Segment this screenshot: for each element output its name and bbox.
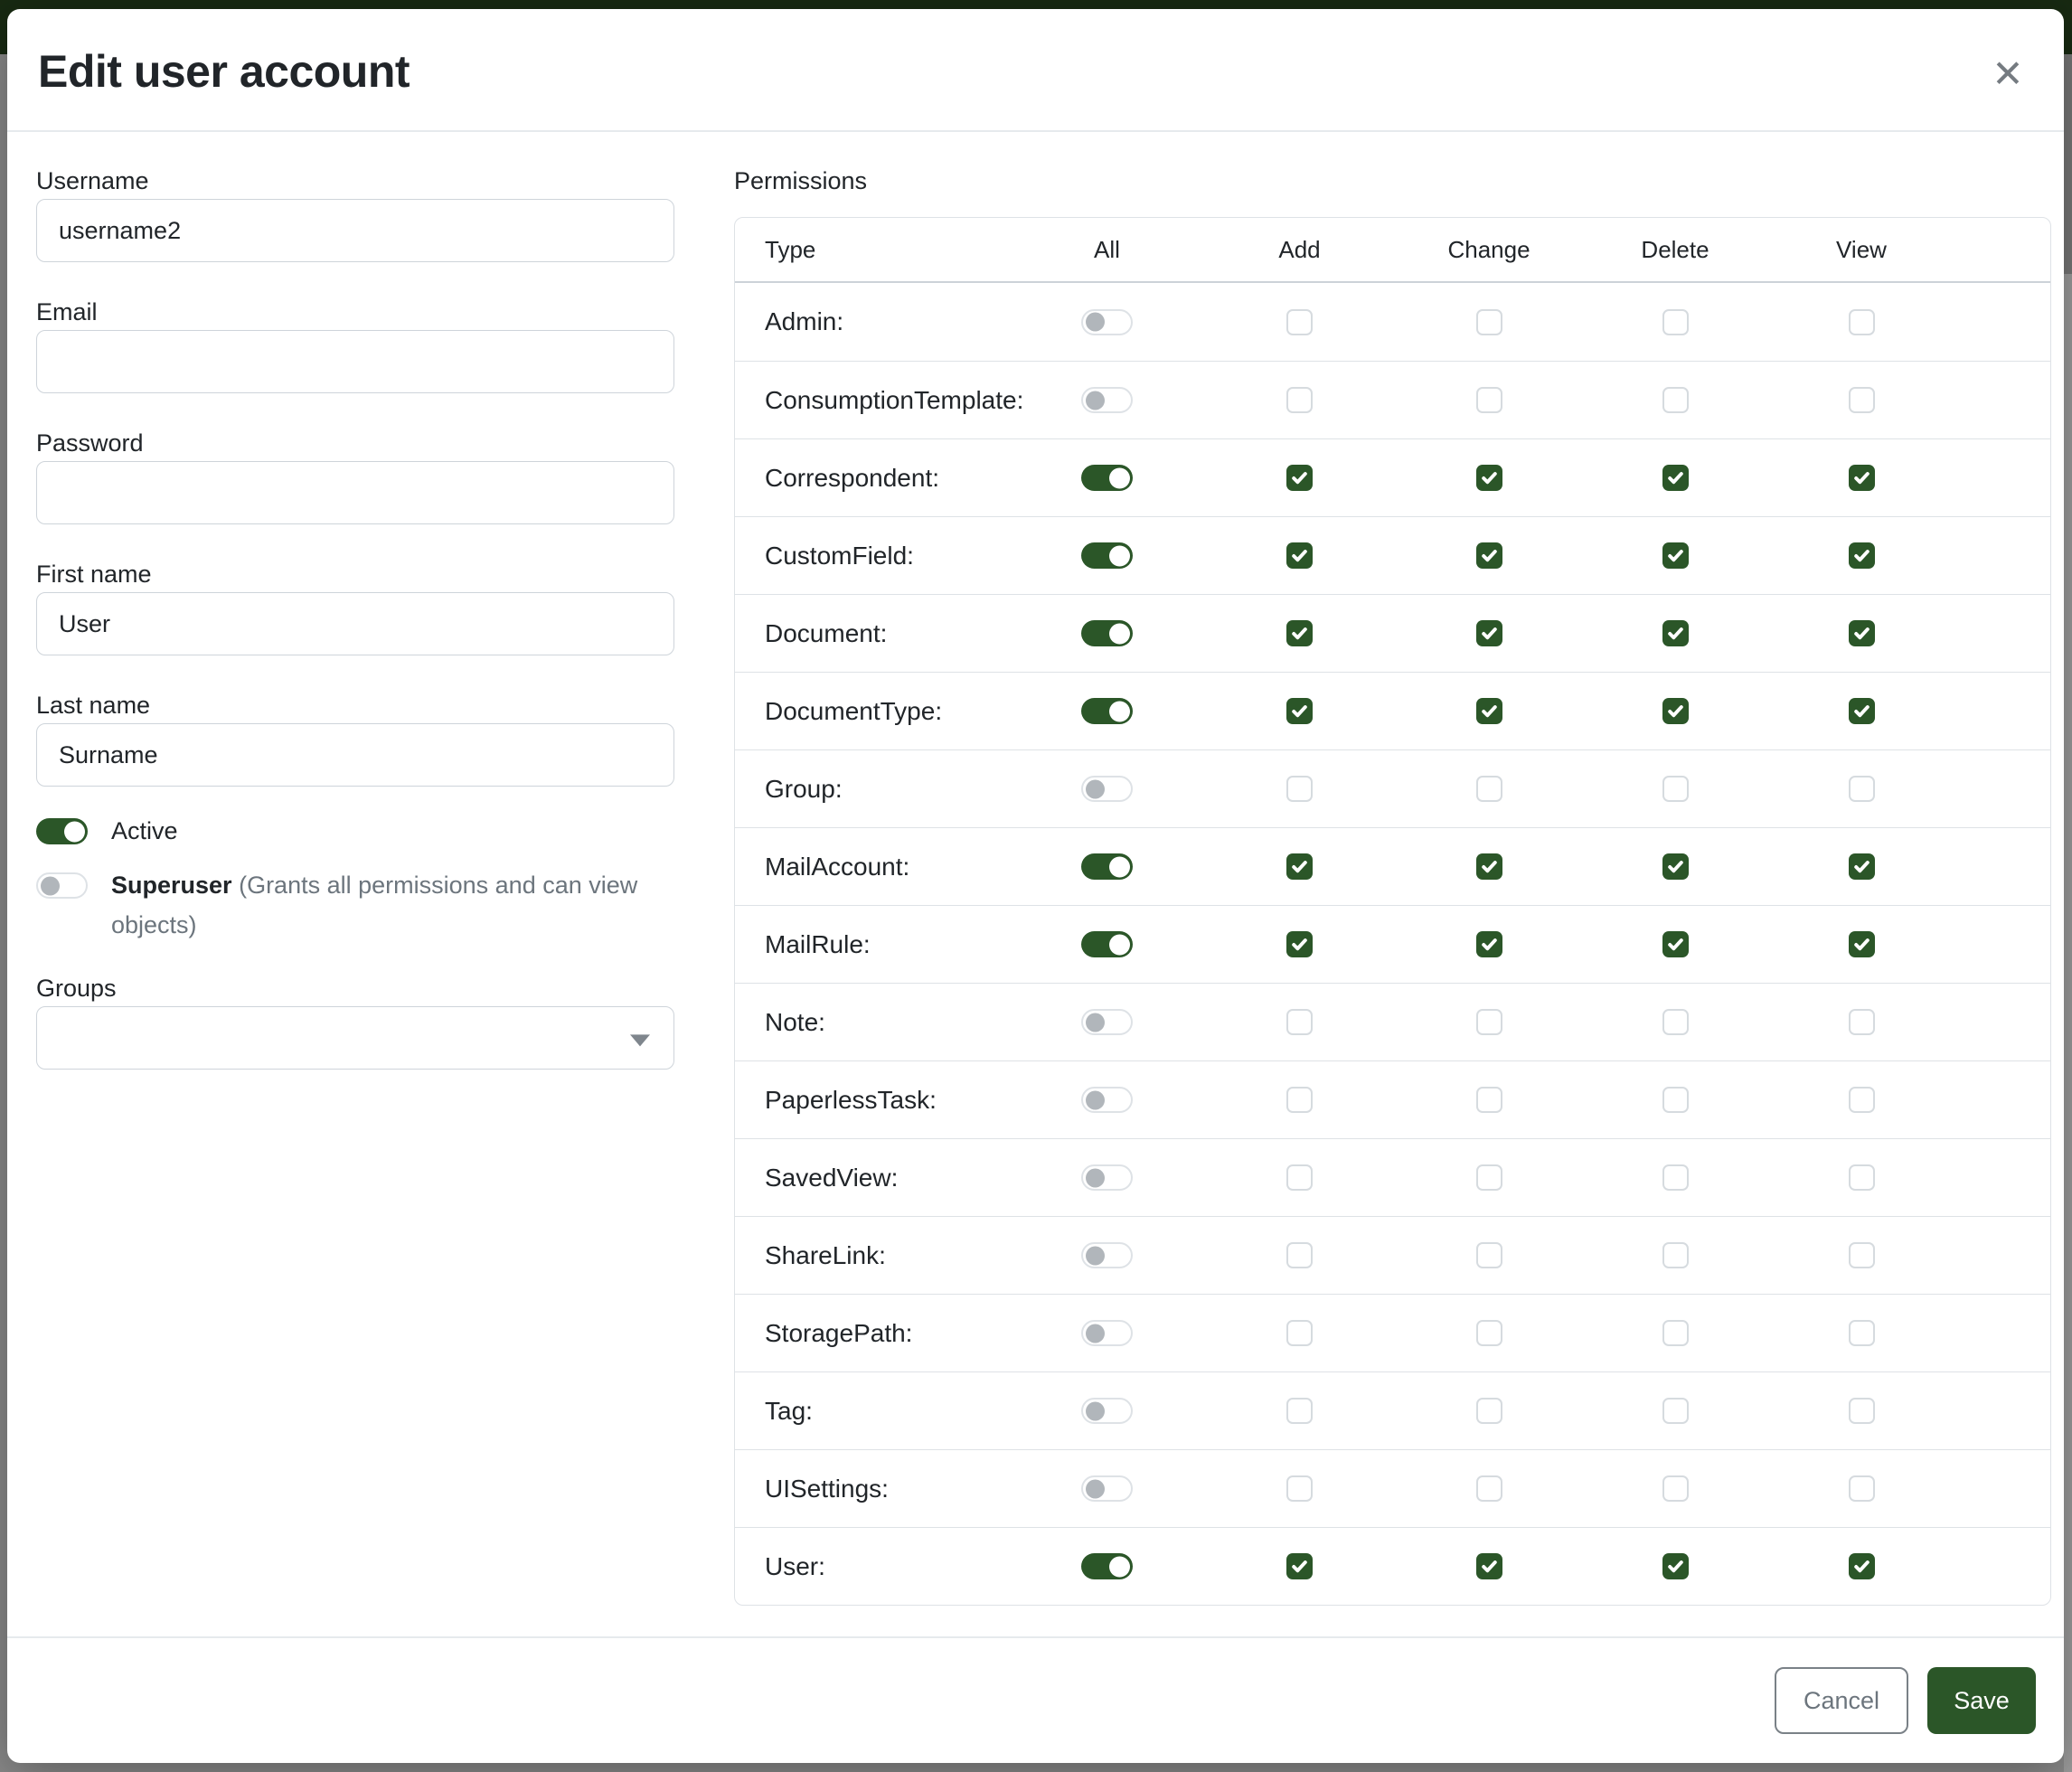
modal-title: Edit user account xyxy=(38,46,410,97)
permission-change-checkbox[interactable] xyxy=(1476,1009,1502,1035)
active-label: Active xyxy=(111,817,178,844)
groups-label: Groups xyxy=(36,975,117,1002)
user-form xyxy=(36,132,690,1636)
active-toggle[interactable] xyxy=(36,818,88,844)
permission-row xyxy=(735,1294,2050,1371)
check-icon xyxy=(1290,857,1309,876)
check-icon xyxy=(1480,935,1499,954)
chevron-down-icon xyxy=(630,1034,650,1046)
groups-select[interactable] xyxy=(36,1006,674,1070)
permission-change-checkbox[interactable] xyxy=(1476,931,1502,957)
check-icon xyxy=(1666,546,1685,565)
permission-view-checkbox[interactable] xyxy=(1849,1087,1875,1113)
permission-change-checkbox[interactable] xyxy=(1476,1398,1502,1424)
username-group xyxy=(36,165,690,262)
toggle-knob xyxy=(1086,1246,1105,1265)
permission-add-checkbox[interactable] xyxy=(1286,309,1313,335)
check-icon xyxy=(1480,1557,1499,1576)
permission-all-toggle[interactable] xyxy=(1081,309,1133,335)
permissions-table xyxy=(734,217,2051,1606)
last-name-field[interactable] xyxy=(36,723,674,787)
permission-delete-checkbox[interactable] xyxy=(1662,1475,1689,1502)
permission-delete-checkbox[interactable] xyxy=(1662,309,1689,335)
permission-add-checkbox[interactable] xyxy=(1286,1242,1313,1268)
check-icon xyxy=(1290,1557,1309,1576)
permission-delete-checkbox[interactable] xyxy=(1662,698,1689,724)
permission-delete-checkbox[interactable] xyxy=(1662,931,1689,957)
permission-view-checkbox[interactable] xyxy=(1849,1242,1875,1268)
permission-type-label: SavedView: xyxy=(765,1163,899,1192)
toggle-knob xyxy=(41,876,60,895)
check-icon xyxy=(1290,935,1309,954)
permission-add-checkbox[interactable] xyxy=(1286,542,1313,569)
toggle-knob xyxy=(1086,313,1105,332)
permission-row xyxy=(735,1060,2050,1138)
permission-add-checkbox[interactable] xyxy=(1286,931,1313,957)
permission-add-checkbox[interactable] xyxy=(1286,1009,1313,1035)
permission-all-toggle[interactable] xyxy=(1081,1164,1133,1191)
permission-all-toggle[interactable] xyxy=(1081,1475,1133,1502)
permission-type-label: User: xyxy=(765,1551,825,1580)
permission-all-toggle[interactable] xyxy=(1081,1009,1133,1035)
check-icon xyxy=(1852,468,1871,487)
permission-change-checkbox[interactable] xyxy=(1476,465,1502,491)
superuser-hint: (Grants all permissions and can view objects) xyxy=(111,872,638,938)
permission-change-checkbox[interactable] xyxy=(1476,387,1502,413)
permission-view-checkbox[interactable] xyxy=(1849,698,1875,724)
superuser-label: Superuser xyxy=(111,872,232,899)
permission-all-toggle[interactable] xyxy=(1081,853,1133,880)
check-icon xyxy=(1290,546,1309,565)
permission-add-checkbox[interactable] xyxy=(1286,387,1313,413)
permission-type-label: MailAccount: xyxy=(765,852,910,881)
permission-type-label: Group: xyxy=(765,774,843,803)
permission-all-toggle[interactable] xyxy=(1081,931,1133,957)
permission-type-label: Correspondent: xyxy=(765,463,940,492)
permission-delete-checkbox[interactable] xyxy=(1662,1009,1689,1035)
permission-type-label: DocumentType: xyxy=(765,696,943,725)
superuser-row xyxy=(36,865,690,945)
permission-delete-checkbox[interactable] xyxy=(1662,387,1689,413)
email-group xyxy=(36,296,690,393)
permission-row xyxy=(735,1371,2050,1449)
permission-delete-checkbox[interactable] xyxy=(1662,620,1689,646)
column-header-change: Change xyxy=(1447,235,1530,263)
permissions-panel xyxy=(734,132,2051,1636)
permission-type-label: CustomField: xyxy=(765,541,914,570)
permission-change-checkbox[interactable] xyxy=(1476,698,1502,724)
permission-all-toggle[interactable] xyxy=(1081,776,1133,802)
permission-delete-checkbox[interactable] xyxy=(1662,1553,1689,1579)
check-icon xyxy=(1480,857,1499,876)
permission-all-toggle[interactable] xyxy=(1081,1398,1133,1424)
permission-row xyxy=(735,1449,2050,1527)
toggle-knob xyxy=(1109,934,1130,955)
column-header-type: Type xyxy=(765,235,816,263)
permission-change-checkbox[interactable] xyxy=(1476,1087,1502,1113)
permission-add-checkbox[interactable] xyxy=(1286,1475,1313,1502)
groups-group xyxy=(36,972,690,1070)
toggle-knob xyxy=(1086,1090,1105,1109)
permission-view-checkbox[interactable] xyxy=(1849,1164,1875,1191)
password-label: Password xyxy=(36,429,144,457)
permission-add-checkbox[interactable] xyxy=(1286,620,1313,646)
column-header-add: Add xyxy=(1278,235,1321,263)
check-icon xyxy=(1852,702,1871,721)
permission-type-label: Document: xyxy=(765,618,888,647)
permission-all-toggle[interactable] xyxy=(1081,387,1133,413)
permission-view-checkbox[interactable] xyxy=(1849,309,1875,335)
permission-change-checkbox[interactable] xyxy=(1476,1320,1502,1346)
toggle-knob xyxy=(1086,1401,1105,1420)
permission-view-checkbox[interactable] xyxy=(1849,1320,1875,1346)
permission-type-label: MailRule: xyxy=(765,929,871,958)
permission-add-checkbox[interactable] xyxy=(1286,698,1313,724)
permission-change-checkbox[interactable] xyxy=(1476,1475,1502,1502)
toggle-knob xyxy=(1109,1556,1130,1577)
check-icon xyxy=(1480,468,1499,487)
permission-row xyxy=(735,438,2050,516)
check-icon xyxy=(1666,468,1685,487)
permission-type-label: ShareLink: xyxy=(765,1240,886,1269)
column-header-view: View xyxy=(1836,235,1887,263)
permission-delete-checkbox[interactable] xyxy=(1662,465,1689,491)
permission-row xyxy=(735,827,2050,905)
password-field[interactable] xyxy=(36,461,674,524)
permissions-table-body xyxy=(735,283,2050,1605)
permission-view-checkbox[interactable] xyxy=(1849,1398,1875,1424)
active-row xyxy=(36,817,690,845)
check-icon xyxy=(1852,1557,1871,1576)
permission-all-toggle[interactable] xyxy=(1081,698,1133,724)
password-group xyxy=(36,427,690,524)
permission-change-checkbox[interactable] xyxy=(1476,542,1502,569)
email-label: Email xyxy=(36,298,98,325)
first-name-label: First name xyxy=(36,561,152,588)
permission-row xyxy=(735,283,2050,361)
permission-view-checkbox[interactable] xyxy=(1849,465,1875,491)
permission-add-checkbox[interactable] xyxy=(1286,853,1313,880)
permission-add-checkbox[interactable] xyxy=(1286,1553,1313,1579)
check-icon xyxy=(1852,546,1871,565)
permissions-label: Permissions xyxy=(734,167,868,194)
edit-user-modal xyxy=(7,9,2064,1763)
close-button[interactable] xyxy=(1983,49,2033,99)
permission-delete-checkbox[interactable] xyxy=(1662,1242,1689,1268)
permission-delete-checkbox[interactable] xyxy=(1662,1398,1689,1424)
permission-change-checkbox[interactable] xyxy=(1476,853,1502,880)
permission-delete-checkbox[interactable] xyxy=(1662,1087,1689,1113)
permission-all-toggle[interactable] xyxy=(1081,1553,1133,1579)
email-field[interactable] xyxy=(36,330,674,393)
toggle-knob xyxy=(1109,623,1130,644)
toggle-knob xyxy=(1086,1168,1105,1187)
check-icon xyxy=(1290,702,1309,721)
check-icon xyxy=(1480,546,1499,565)
permission-view-checkbox[interactable] xyxy=(1849,620,1875,646)
toggle-knob xyxy=(1086,779,1105,798)
permission-view-checkbox[interactable] xyxy=(1849,853,1875,880)
permission-all-toggle[interactable] xyxy=(1081,620,1133,646)
check-icon xyxy=(1666,857,1685,876)
permission-view-checkbox[interactable] xyxy=(1849,931,1875,957)
permission-add-checkbox[interactable] xyxy=(1286,776,1313,802)
permission-all-toggle[interactable] xyxy=(1081,1242,1133,1268)
check-icon xyxy=(1666,935,1685,954)
permission-row xyxy=(735,1527,2050,1605)
check-icon xyxy=(1290,624,1309,643)
permission-change-checkbox[interactable] xyxy=(1476,309,1502,335)
column-header-delete: Delete xyxy=(1641,235,1709,263)
permission-row xyxy=(735,516,2050,594)
permission-view-checkbox[interactable] xyxy=(1849,776,1875,802)
toggle-knob xyxy=(1086,1013,1105,1032)
save-button[interactable]: Save xyxy=(1927,1667,2036,1734)
check-icon xyxy=(1480,624,1499,643)
permission-add-checkbox[interactable] xyxy=(1286,1087,1313,1113)
permission-type-label: ConsumptionTemplate: xyxy=(765,385,1024,414)
toggle-knob xyxy=(1086,1479,1105,1498)
permission-type-label: Tag: xyxy=(765,1396,813,1425)
username-label: Username xyxy=(36,167,149,194)
permission-row xyxy=(735,1216,2050,1294)
permission-all-toggle[interactable] xyxy=(1081,1087,1133,1113)
check-icon xyxy=(1852,935,1871,954)
permission-change-checkbox[interactable] xyxy=(1476,1242,1502,1268)
check-icon xyxy=(1666,1557,1685,1576)
scrollbar-thumb[interactable] xyxy=(2064,54,2072,274)
toggle-knob xyxy=(64,821,85,842)
permission-delete-checkbox[interactable] xyxy=(1662,1320,1689,1346)
permission-delete-checkbox[interactable] xyxy=(1662,853,1689,880)
check-icon xyxy=(1666,624,1685,643)
superuser-text xyxy=(111,865,690,945)
permissions-header xyxy=(735,218,2050,283)
permission-add-checkbox[interactable] xyxy=(1286,1164,1313,1191)
last-name-label: Last name xyxy=(36,692,151,719)
permission-delete-checkbox[interactable] xyxy=(1662,542,1689,569)
first-name-field[interactable] xyxy=(36,592,674,655)
username-field[interactable] xyxy=(36,199,674,262)
check-icon xyxy=(1666,702,1685,721)
permission-type-label: UISettings: xyxy=(765,1474,889,1503)
permission-view-checkbox[interactable] xyxy=(1849,1553,1875,1579)
permission-type-label: StoragePath: xyxy=(765,1318,913,1347)
permission-delete-checkbox[interactable] xyxy=(1662,1164,1689,1191)
check-icon xyxy=(1480,702,1499,721)
check-icon xyxy=(1290,468,1309,487)
permission-view-checkbox[interactable] xyxy=(1849,542,1875,569)
modal-body xyxy=(7,132,2064,1636)
modal-header xyxy=(7,9,2064,132)
permission-type-label: Admin: xyxy=(765,307,844,335)
toggle-knob xyxy=(1086,391,1105,410)
permission-type-label: Note: xyxy=(765,1007,825,1036)
permission-change-checkbox[interactable] xyxy=(1476,1164,1502,1191)
first-name-group xyxy=(36,558,690,655)
permission-all-toggle[interactable] xyxy=(1081,1320,1133,1346)
permission-row xyxy=(735,983,2050,1060)
permission-change-checkbox[interactable] xyxy=(1476,1553,1502,1579)
check-icon xyxy=(1852,857,1871,876)
permission-change-checkbox[interactable] xyxy=(1476,776,1502,802)
toggle-knob xyxy=(1086,1324,1105,1343)
permission-all-toggle[interactable] xyxy=(1081,542,1133,569)
permission-row xyxy=(735,594,2050,672)
permission-delete-checkbox[interactable] xyxy=(1662,776,1689,802)
permission-view-checkbox[interactable] xyxy=(1849,387,1875,413)
close-icon: ✕ xyxy=(1992,52,2024,96)
permission-view-checkbox[interactable] xyxy=(1849,1475,1875,1502)
last-name-group xyxy=(36,689,690,787)
permission-add-checkbox[interactable] xyxy=(1286,1320,1313,1346)
modal-footer xyxy=(7,1636,2064,1763)
permission-add-checkbox[interactable] xyxy=(1286,1398,1313,1424)
permission-view-checkbox[interactable] xyxy=(1849,1009,1875,1035)
page-scrollbar[interactable] xyxy=(2064,54,2072,1772)
toggle-knob xyxy=(1109,701,1130,721)
permission-type-label: PaperlessTask: xyxy=(765,1085,937,1114)
permission-add-checkbox[interactable] xyxy=(1286,465,1313,491)
column-header-all: All xyxy=(1094,235,1120,263)
superuser-toggle[interactable] xyxy=(36,872,88,899)
permission-row xyxy=(735,905,2050,983)
cancel-button[interactable]: Cancel xyxy=(1775,1667,1908,1734)
permission-row xyxy=(735,361,2050,438)
permission-row xyxy=(735,1138,2050,1216)
permission-row xyxy=(735,749,2050,827)
permission-all-toggle[interactable] xyxy=(1081,465,1133,491)
toggle-knob xyxy=(1109,467,1130,488)
permission-change-checkbox[interactable] xyxy=(1476,620,1502,646)
toggle-knob xyxy=(1109,545,1130,566)
check-icon xyxy=(1852,624,1871,643)
permission-row xyxy=(735,672,2050,749)
toggle-knob xyxy=(1109,856,1130,877)
